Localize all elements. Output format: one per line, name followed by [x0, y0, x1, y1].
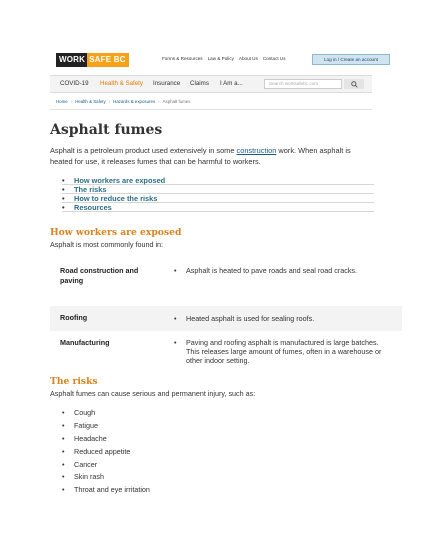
nav-item-covid[interactable]: COVID-19 [60, 80, 89, 87]
list-item: • Reduced appetite [62, 447, 150, 460]
breadcrumb [56, 99, 190, 104]
nav-item-insurance[interactable]: Insurance [153, 80, 181, 87]
row-label: Manufacturing [60, 338, 110, 347]
toc-link-label: How to reduce the risks [74, 194, 158, 203]
construction-link[interactable]: construction [236, 146, 277, 155]
intro-paragraph [50, 146, 370, 167]
search-icon [351, 81, 358, 88]
util-link-forms[interactable]: Forms & Resources [162, 56, 203, 61]
breadcrumb-separator: › [108, 99, 111, 104]
search-input[interactable]: Search worksafebc.com [264, 79, 342, 89]
intro-text-end: work. When asphalt is heated for use, it releases fumes that can be harmful to workers. [50, 146, 351, 166]
nav-item-health-safety[interactable]: Health & Safety [100, 80, 143, 87]
breadcrumb-separator: › [158, 99, 160, 104]
util-link-contact[interactable]: Contact Us [262, 56, 286, 61]
list-item: • Skin rash [62, 472, 150, 485]
list-item: • Throat and eye irritation [62, 485, 150, 498]
row-text: Asphalt is heated to pave roads and seal road cracks. [186, 266, 358, 275]
toc-link-how-exposed[interactable] [62, 176, 374, 185]
breadcrumb-health-safety[interactable]: Health & Safety [75, 99, 106, 104]
row-text: Paving and roofing asphalt is manufactured is large batches. This releases large amount of fumes, often in a warehouse or other indoor setting. [186, 338, 382, 365]
bullet: • [174, 266, 177, 275]
toc-link-label: Resources [74, 203, 112, 212]
row-description [174, 338, 392, 365]
risks-list [62, 408, 150, 498]
list-item: • Cancer [62, 460, 150, 473]
list-item: • Cough [62, 408, 150, 421]
login-button[interactable]: Log in / Create an account [312, 54, 390, 65]
toc-link-risks[interactable] [62, 185, 374, 194]
row-label: Roofing [60, 313, 88, 322]
intro-text-start: Asphalt is a petroleum product used extensively in some [50, 146, 237, 155]
toc-link-resources[interactable] [62, 203, 374, 212]
toc-link-label: How workers are exposed [74, 176, 166, 185]
breadcrumb-separator: › [70, 99, 73, 104]
section-heading-exposed: How workers are exposed [50, 227, 182, 238]
util-link-law[interactable]: Law & Policy [207, 56, 234, 61]
breadcrumb-divider [50, 109, 372, 110]
logo-text-work: WORK [56, 53, 87, 67]
nav-item-claims[interactable]: Claims [190, 80, 209, 87]
section-heading-risks: The risks [50, 376, 98, 387]
bullet: • [174, 338, 177, 347]
table-row [50, 333, 402, 377]
table-of-contents [62, 176, 374, 212]
exposed-intro: Asphalt is most commonly found in: [50, 240, 164, 249]
worksafebc-logo[interactable] [56, 53, 129, 67]
breadcrumb-current: Asphalt fumes [162, 99, 191, 104]
breadcrumb-home[interactable]: Home [56, 99, 68, 104]
table-row [50, 306, 402, 331]
logo-text-safebc: SAFE BC [87, 53, 129, 67]
risks-intro: Asphalt fumes can cause serious and permanent injury, such as: [50, 389, 256, 398]
page-title: Asphalt fumes [50, 122, 163, 138]
row-description [174, 314, 392, 323]
row-text: Heated asphalt is used for sealing roofs. [186, 314, 315, 323]
main-nav [50, 75, 372, 93]
list-item: • Fatigue [62, 421, 150, 434]
toc-link-reduce-risks[interactable] [62, 194, 374, 203]
toc-link-label: The risks [74, 185, 107, 194]
list-item: • Headache [62, 434, 150, 447]
top-bar [56, 53, 378, 67]
row-label: Road construction and paving [60, 266, 139, 285]
breadcrumb-hazards[interactable]: Hazards & exposures [113, 99, 156, 104]
utility-links [162, 56, 286, 61]
bullet: • [174, 314, 177, 323]
table-row [50, 256, 402, 300]
nav-item-i-am-a[interactable]: I Am a... [220, 80, 243, 87]
row-description [174, 266, 392, 275]
search-button[interactable] [344, 79, 364, 89]
util-link-about[interactable]: About Us [238, 56, 258, 61]
